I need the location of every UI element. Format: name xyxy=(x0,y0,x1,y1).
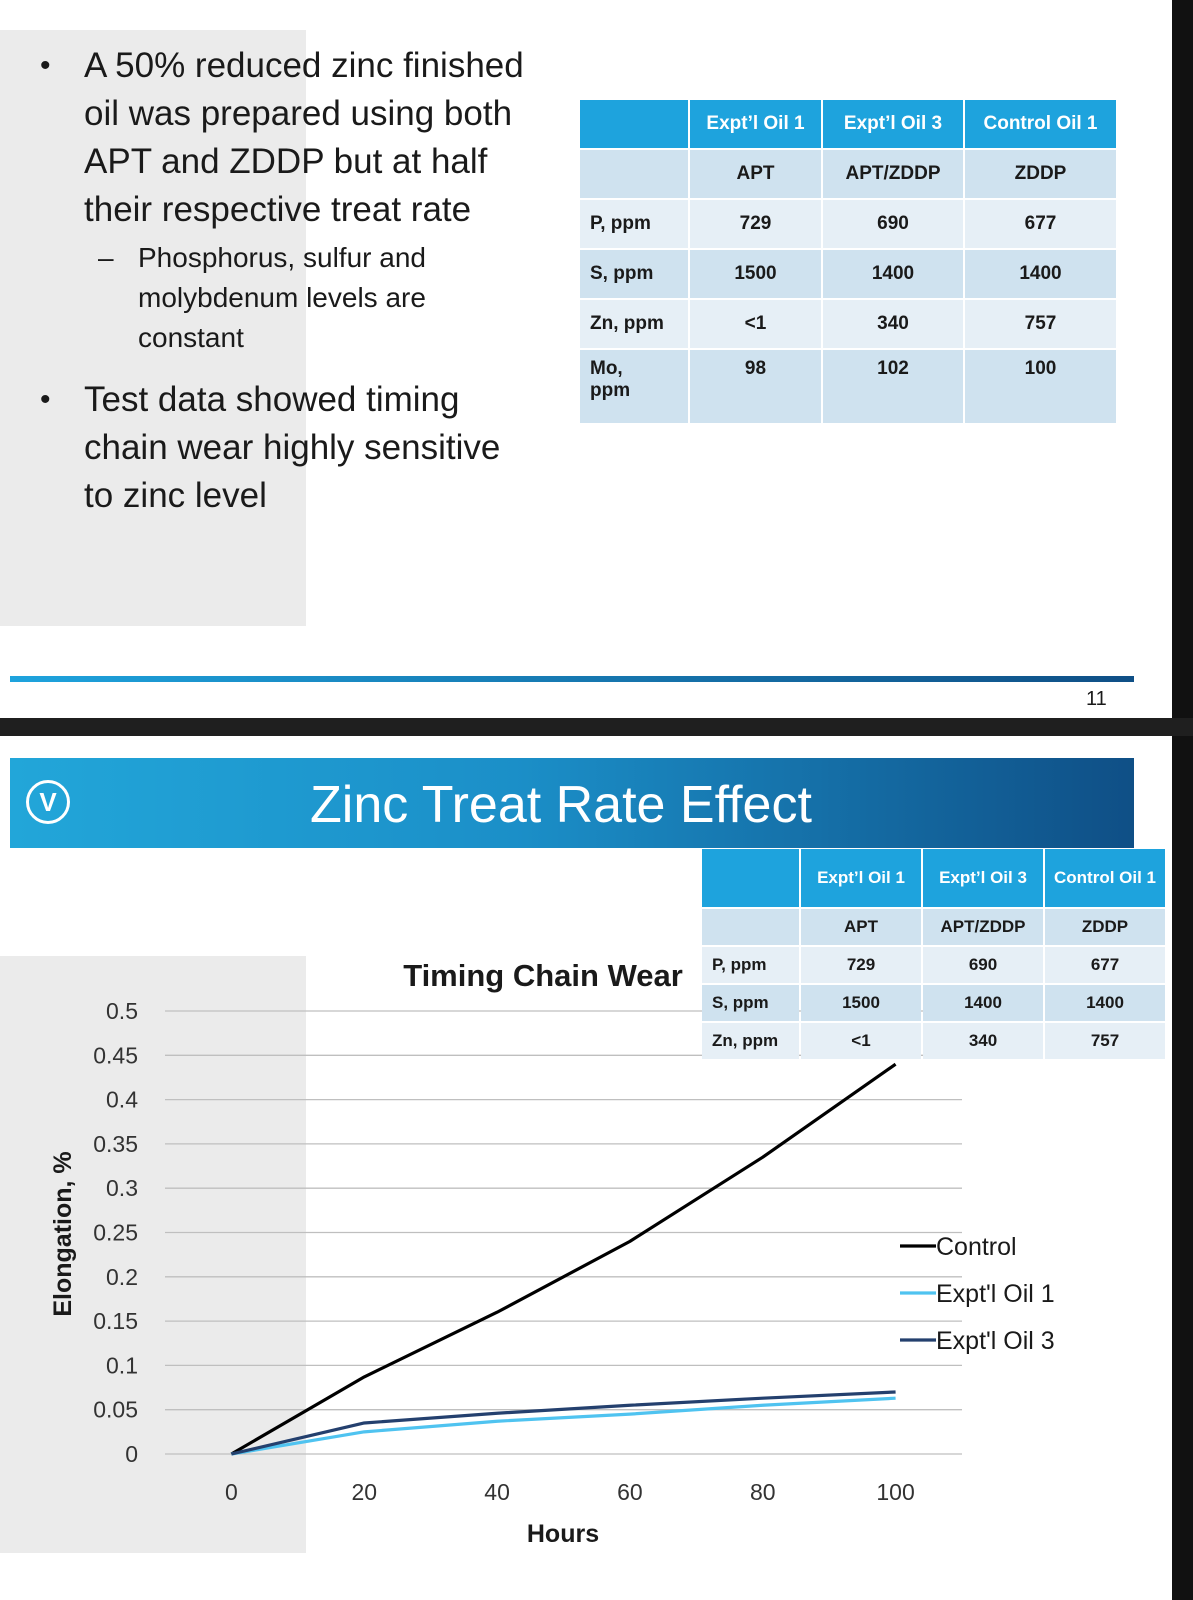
table-cell: S, ppm xyxy=(702,985,799,1021)
table-header-cell: Expt’l Oil 1 xyxy=(690,100,821,148)
table-header-cell: Control Oil 1 xyxy=(965,100,1116,148)
table-cell: Mo, ppm xyxy=(580,350,688,423)
table-row xyxy=(580,350,1116,423)
table-cell xyxy=(580,150,688,198)
table-cell: APT/ZDDP xyxy=(923,909,1043,945)
logo-icon xyxy=(26,780,70,824)
x-tick-label: 100 xyxy=(876,1479,915,1505)
table-header-row xyxy=(702,849,1165,907)
sub-bullet-line: molybdenum levels are xyxy=(138,282,426,313)
table-row xyxy=(702,947,1165,983)
legend-label: Expt'l Oil 3 xyxy=(936,1327,1055,1355)
table-cell: 729 xyxy=(801,947,921,983)
table-cell: 729 xyxy=(690,200,821,248)
bullet-line: APT and ZDDP but at half xyxy=(84,142,488,181)
bullet-list xyxy=(40,42,560,520)
bullet-item xyxy=(40,42,560,234)
legend-label: Control xyxy=(936,1233,1017,1261)
table-row xyxy=(580,300,1116,348)
table-row xyxy=(702,909,1165,945)
y-tick-label: 0.5 xyxy=(106,998,138,1024)
bullet-line: Test data showed timing xyxy=(84,380,460,419)
y-axis-label: Elongation, % xyxy=(49,1151,77,1317)
y-tick-label: 0.25 xyxy=(93,1219,138,1246)
x-tick-label: 40 xyxy=(484,1479,510,1505)
table-cell: Zn, ppm xyxy=(702,1023,799,1059)
x-axis-label: Hours xyxy=(526,1520,600,1548)
table-row xyxy=(580,150,1116,198)
table-cell: <1 xyxy=(690,300,821,348)
table-cell: APT xyxy=(690,150,821,198)
table-cell: ZDDP xyxy=(965,150,1116,198)
table-cell: APT/ZDDP xyxy=(823,150,963,198)
table-cell: 757 xyxy=(1045,1023,1165,1059)
table-cell: 757 xyxy=(965,300,1116,348)
table-cell: ZDDP xyxy=(1045,909,1165,945)
table-cell: 677 xyxy=(1045,947,1165,983)
window-edge xyxy=(1172,0,1193,1600)
gray-panel xyxy=(0,956,306,1553)
table-cell: 100 xyxy=(965,350,1116,423)
table-row xyxy=(702,1023,1165,1059)
bullet-line: A 50% reduced zinc finished xyxy=(84,46,524,85)
table-cell xyxy=(702,909,799,945)
bullet-line: their respective treat rate xyxy=(84,190,472,229)
bullet-glyph: • xyxy=(40,383,51,416)
table-cell: <1 xyxy=(801,1023,921,1059)
table-cell: P, ppm xyxy=(702,947,799,983)
y-tick-label: 0.4 xyxy=(106,1086,138,1113)
logo-glyph: V xyxy=(39,787,57,817)
chart-title: Timing Chain Wear xyxy=(403,958,683,993)
x-tick-label: 20 xyxy=(351,1479,378,1505)
x-tick-label: 0 xyxy=(225,1479,238,1505)
table-header-cell xyxy=(702,849,799,907)
dash-glyph: – xyxy=(98,242,114,273)
table-header-cell: Expt’l Oil 3 xyxy=(823,100,963,148)
table-cell: 1400 xyxy=(1045,985,1165,1021)
table-header-cell xyxy=(580,100,688,148)
sub-bullet-line: Phosphorus, sulfur and xyxy=(138,242,426,273)
y-tick-label: 0.35 xyxy=(93,1130,138,1157)
slide-footer-rule xyxy=(10,676,1134,682)
table-cell: 102 xyxy=(823,350,963,423)
table-cell: APT xyxy=(801,909,921,945)
slide-title: Zinc Treat Rate Effect xyxy=(310,776,812,834)
table-header-cell: Control Oil 1 xyxy=(1045,849,1165,907)
table-cell: 1400 xyxy=(923,985,1043,1021)
table-header-cell: Expt’l Oil 1 xyxy=(801,849,921,907)
bullet-line: chain wear highly sensitive xyxy=(84,428,501,467)
x-tick-label: 60 xyxy=(617,1479,643,1505)
page-number: 11 xyxy=(1086,688,1107,710)
table-cell: 677 xyxy=(965,200,1116,248)
table-cell: 1400 xyxy=(823,250,963,298)
y-tick-label: 0.1 xyxy=(106,1352,138,1379)
table-cell: 1400 xyxy=(965,250,1116,298)
table-row xyxy=(580,200,1116,248)
table-cell: 690 xyxy=(923,947,1043,983)
bullet-glyph: • xyxy=(40,49,51,82)
oil-composition-table xyxy=(578,98,1118,425)
table-cell: 1500 xyxy=(801,985,921,1021)
sub-bullet-item xyxy=(40,238,560,358)
y-tick-label: 0.2 xyxy=(106,1263,138,1290)
table-cell: S, ppm xyxy=(580,250,688,298)
y-tick-label: 0 xyxy=(125,1441,138,1467)
table-cell: 340 xyxy=(823,300,963,348)
table-cell: 1500 xyxy=(690,250,821,298)
sub-bullet-line: constant xyxy=(138,322,244,353)
table-cell: 690 xyxy=(823,200,963,248)
y-tick-label: 0.45 xyxy=(93,1042,138,1069)
y-tick-label: 0.15 xyxy=(93,1308,138,1335)
x-tick-label: 80 xyxy=(749,1479,776,1505)
table-header-row xyxy=(580,100,1116,148)
bullet-line: to zinc level xyxy=(84,476,267,515)
table-cell: P, ppm xyxy=(580,200,688,248)
y-tick-label: 0.05 xyxy=(93,1396,138,1423)
table-row xyxy=(580,250,1116,298)
slide-divider xyxy=(0,718,1193,736)
table-cell: 340 xyxy=(923,1023,1043,1059)
table-cell: 98 xyxy=(690,350,821,423)
table-cell: Zn, ppm xyxy=(580,300,688,348)
table-row xyxy=(702,985,1165,1021)
oil-composition-table-small xyxy=(700,847,1167,1061)
legend-label: Expt'l Oil 1 xyxy=(936,1280,1055,1308)
table-header-cell: Expt’l Oil 3 xyxy=(923,849,1043,907)
bullet-line: oil was prepared using both xyxy=(84,94,513,133)
y-tick-label: 0.3 xyxy=(106,1175,138,1202)
bullet-item xyxy=(40,376,560,520)
